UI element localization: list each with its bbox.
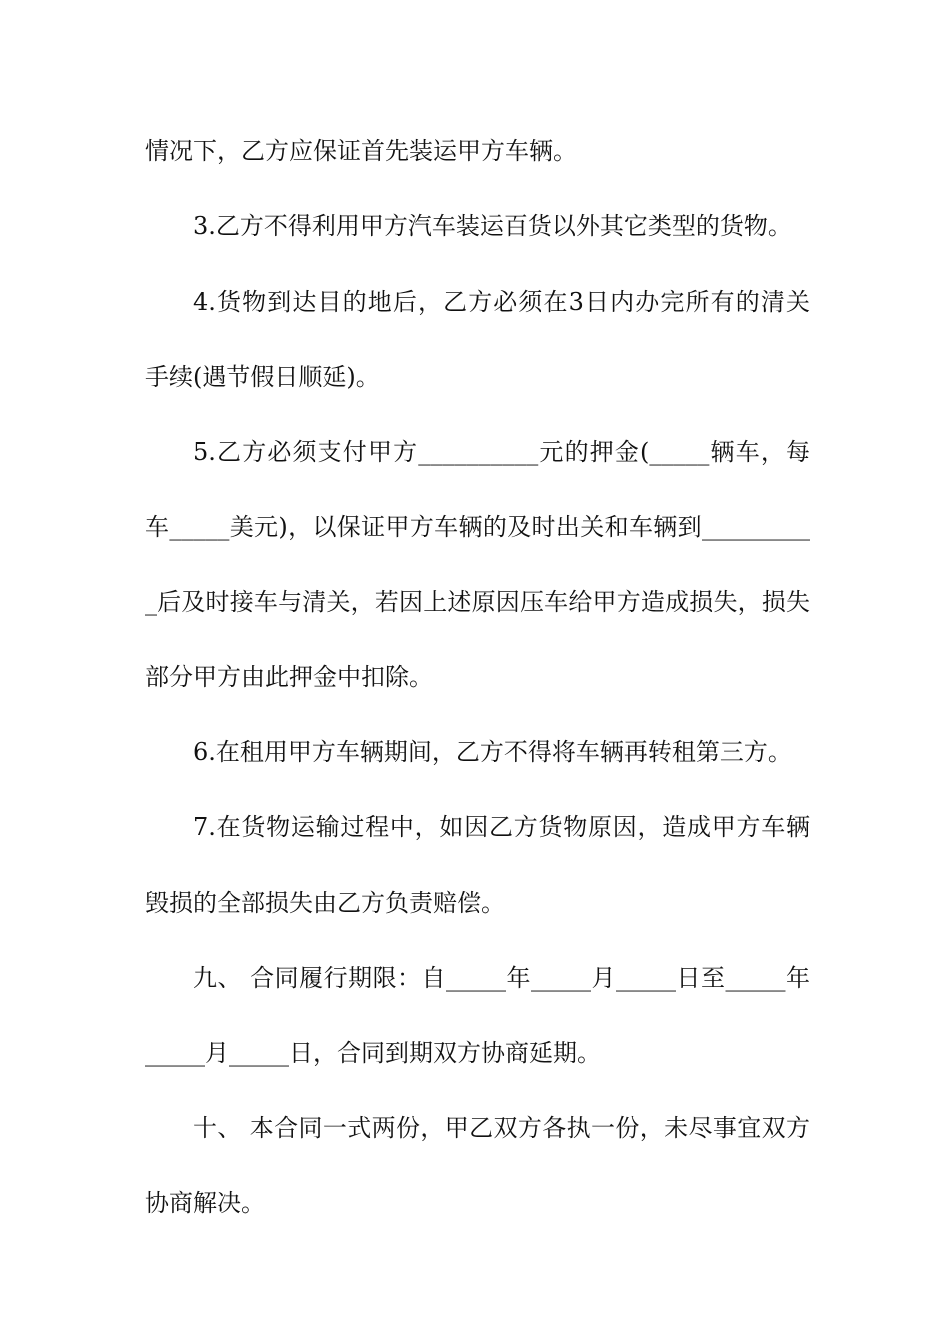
text-line: 手续(遇节假日顺延)。 [145, 363, 380, 391]
text-line: _____月_____日，合同到期双方协商延期。 [145, 1039, 601, 1067]
clause-6: 6.在租用甲方车辆期间，乙方不得将车辆再转租第三方。 [193, 738, 792, 766]
text-line: 情况下，乙方应保证首先装运甲方车辆。 [145, 137, 577, 165]
text-line: 协商解决。 [145, 1189, 265, 1217]
clause-7: 7.在货物运输过程中，如因乙方货物原因，造成甲方车辆 [193, 813, 810, 841]
text-line: 车_____美元)，以保证甲方车辆的及时出关和车辆到_________ [145, 513, 810, 541]
clause-4: 4.货物到达目的地后，乙方必须在3日内办完所有的清关 [193, 288, 810, 316]
section-9-term: 九、 合同履行期限：自_____年_____月_____日至_____年 [193, 964, 810, 992]
clause-3: 3.乙方不得利用甲方汽车装运百货以外其它类型的货物。 [193, 212, 792, 240]
section-10-copies: 十、 本合同一式两份，甲乙双方各执一份，未尽事宜双方 [193, 1114, 810, 1142]
text-line: 部分甲方由此押金中扣除。 [145, 663, 433, 691]
text-line: 毁损的全部损失由乙方负责赔偿。 [145, 889, 505, 917]
text-line: _后及时接车与清关，若因上述原因压车给甲方造成损失，损失 [145, 588, 810, 616]
clause-5: 5.乙方必须支付甲方__________元的押金(_____辆车，每 [193, 438, 810, 466]
